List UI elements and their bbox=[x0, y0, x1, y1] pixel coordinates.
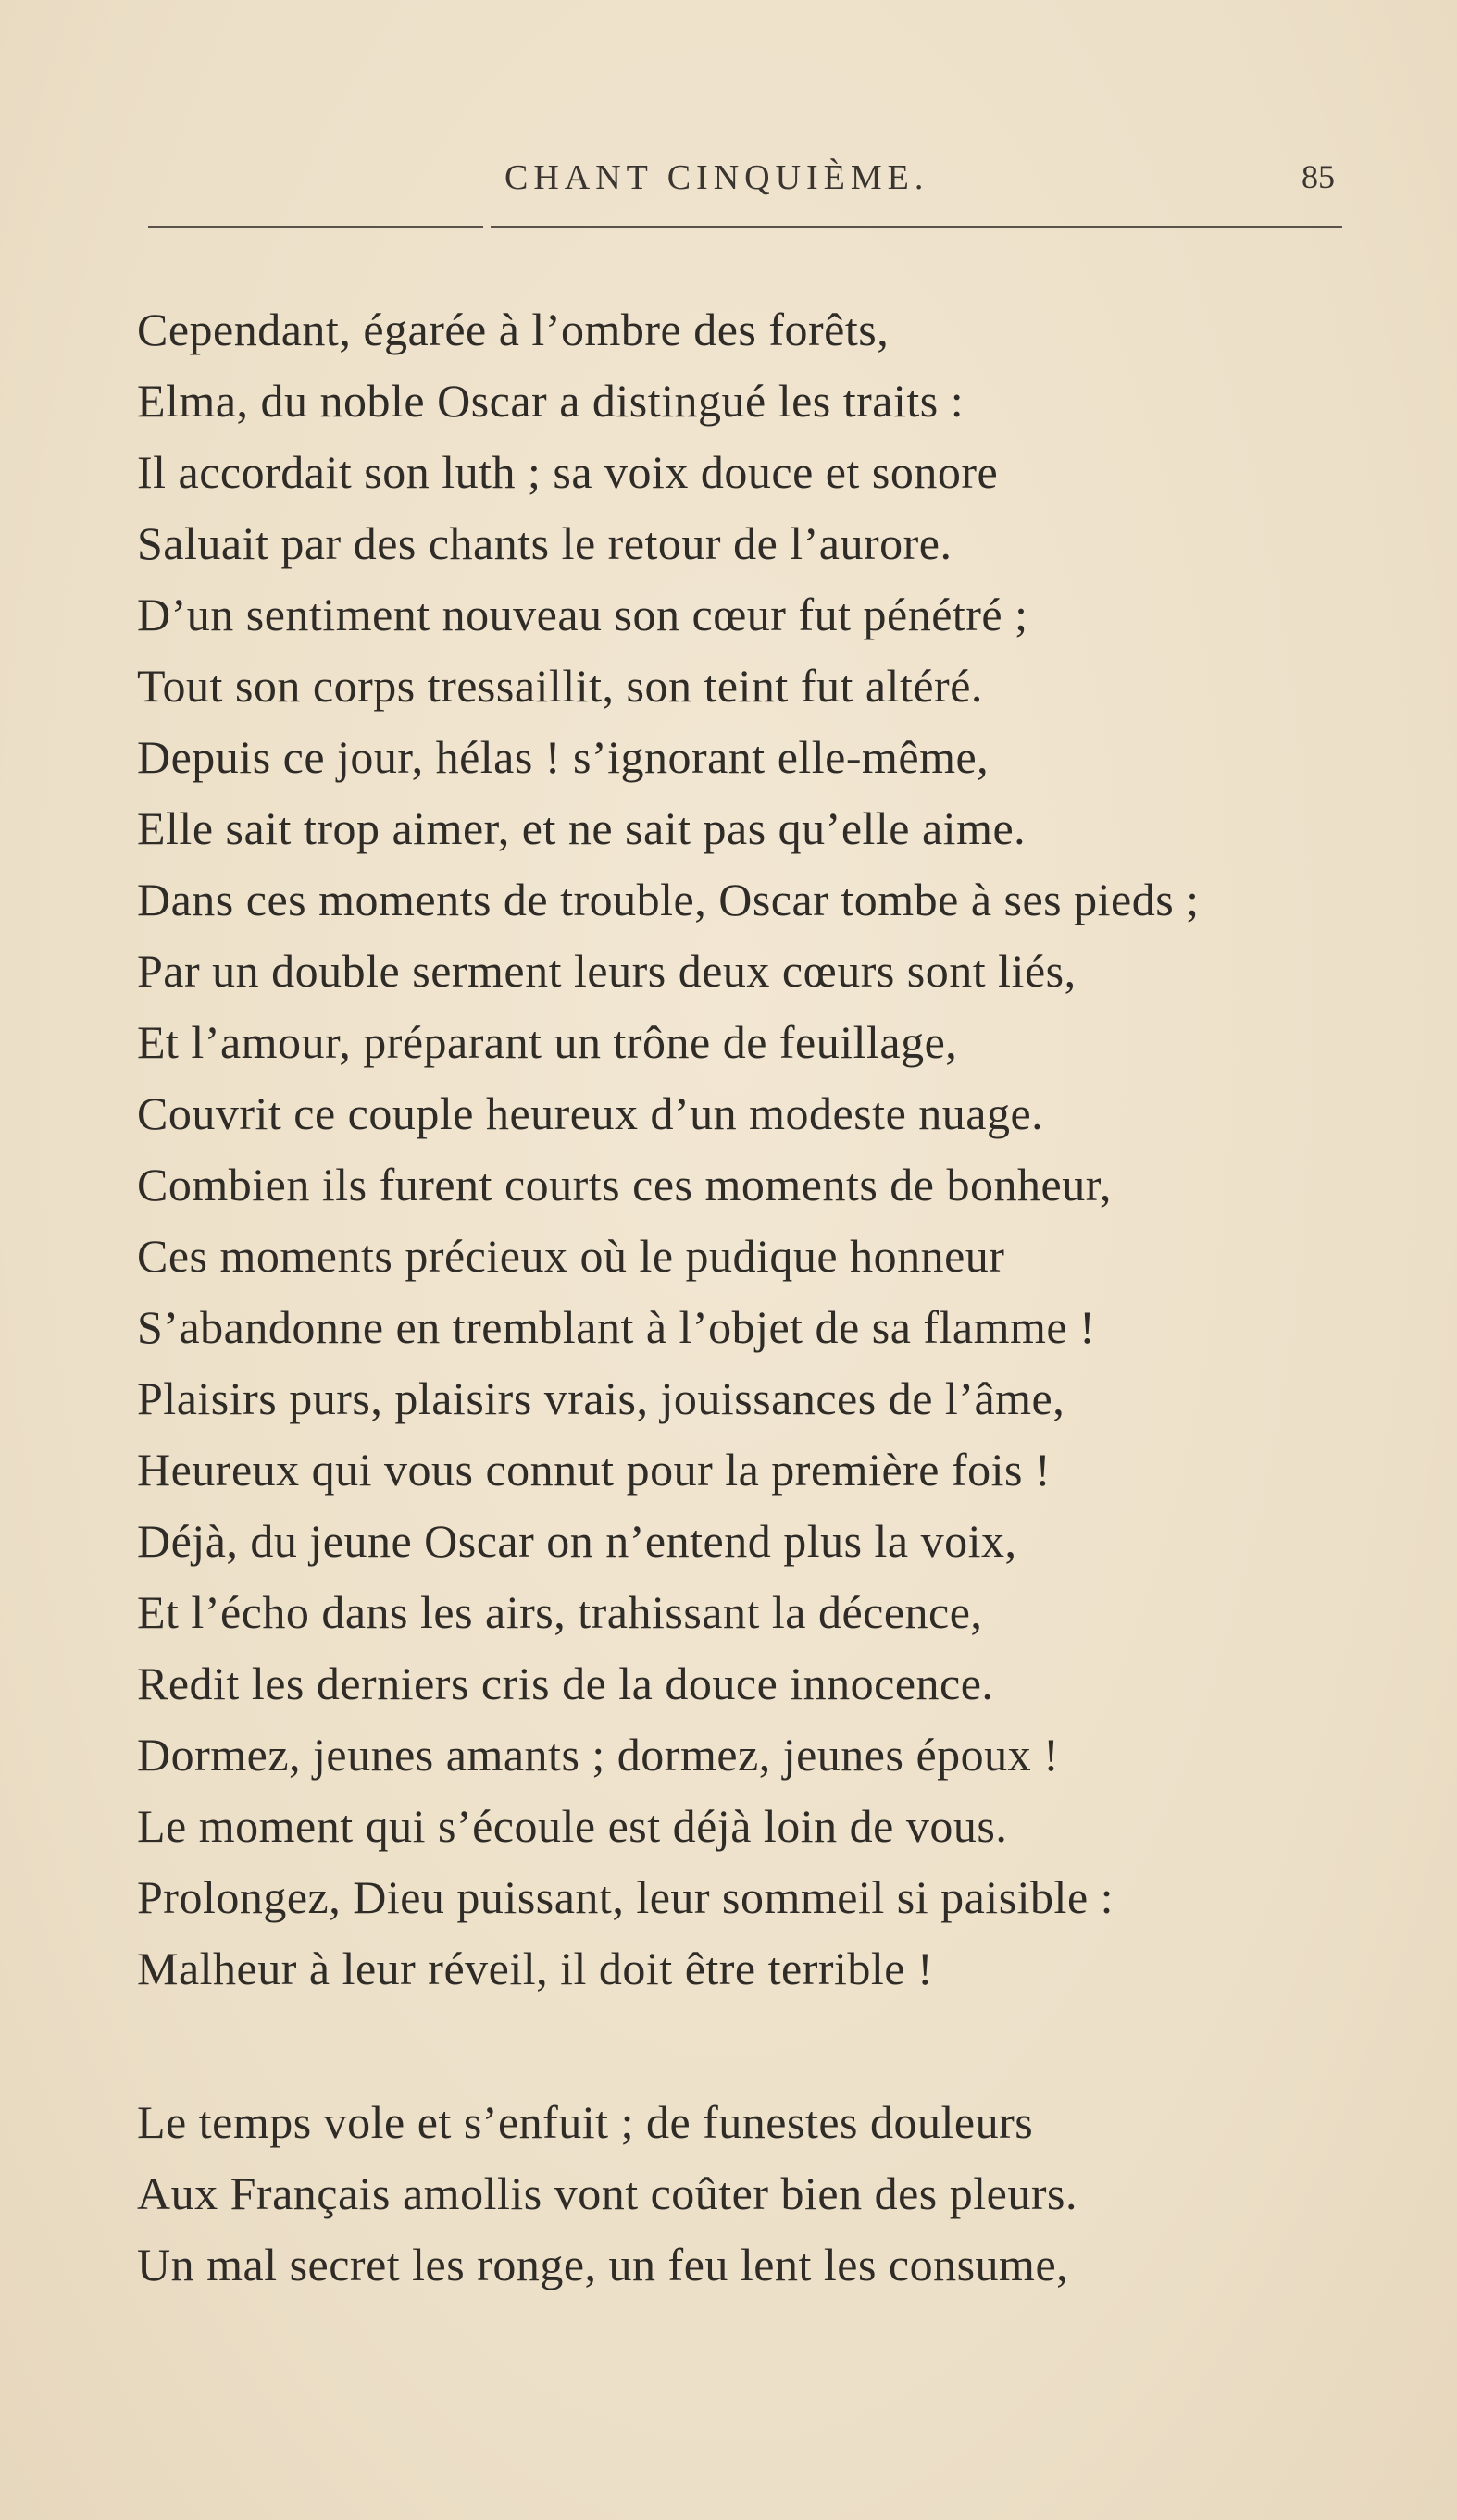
verse-line: Et l’écho dans les airs, trahissant la décence, bbox=[137, 1586, 983, 1638]
verse-line: Le temps vole et s’enfuit ; de funestes douleurs bbox=[137, 2096, 1034, 2148]
verse-line: Heureux qui vous connut pour la première fois ! bbox=[137, 1444, 1052, 1496]
verse-line: Plaisirs purs, plaisirs vrais, jouissances de l’âme, bbox=[137, 1372, 1065, 1424]
verse-line: S’abandonne en tremblant à l’objet de sa flamme ! bbox=[137, 1301, 1096, 1353]
verse-line: Malheur à leur réveil, il doit être terrible ! bbox=[137, 1943, 934, 1994]
verse-line: Dormez, jeunes amants ; dormez, jeunes époux ! bbox=[137, 1729, 1060, 1781]
stanza-2 bbox=[137, 2087, 1377, 2301]
verse-line: Prolongez, Dieu puissant, leur sommeil si paisible : bbox=[137, 1871, 1115, 1923]
verse-line: Cependant, égarée à l’ombre des forêts, bbox=[137, 304, 890, 355]
verse-line: Elle sait trop aimer, et ne sait pas qu’elle aime. bbox=[137, 802, 1027, 854]
header-rule bbox=[148, 226, 1342, 228]
verse-line: Le moment qui s’écoule est déjà loin de vous. bbox=[137, 1800, 1008, 1852]
running-title: CHANT CINQUIÈME. bbox=[504, 158, 929, 197]
verse-line: D’un sentiment nouveau son cœur fut pénétré ; bbox=[137, 589, 1028, 640]
verse-line: Aux Français amollis vont coûter bien des pleurs. bbox=[137, 2167, 1077, 2219]
verse-line: Redit les derniers cris de la douce innocence. bbox=[137, 1657, 994, 1709]
verse-line: Il accordait son luth ; sa voix douce et sonore bbox=[137, 446, 999, 498]
verse-line: Depuis ce jour, hélas ! s’ignorant elle-même, bbox=[137, 731, 990, 783]
verse-line: Par un double serment leurs deux cœurs sont liés, bbox=[137, 945, 1077, 997]
verse-line: Combien ils furent courts ces moments de bonheur, bbox=[137, 1159, 1112, 1210]
verse-line: Dans ces moments de trouble, Oscar tombe à ses pieds ; bbox=[137, 874, 1200, 925]
stanza-1 bbox=[137, 294, 1377, 2005]
verse-line: Déjà, du jeune Oscar on n’entend plus la voix, bbox=[137, 1515, 1017, 1567]
verse-line: Ces moments précieux où le pudique honneur bbox=[137, 1230, 1005, 1282]
verse-line: Et l’amour, préparant un trône de feuillage, bbox=[137, 1016, 958, 1068]
verse-line: Elma, du noble Oscar a distingué les traits : bbox=[137, 375, 965, 427]
page-header bbox=[148, 157, 1342, 213]
verse-line: Un mal secret les ronge, un feu lent les consume, bbox=[137, 2239, 1069, 2290]
page-number: 85 bbox=[1301, 158, 1335, 195]
verse-line: Couvrit ce couple heureux d’un modeste nuage. bbox=[137, 1087, 1044, 1139]
rule-gap bbox=[483, 225, 491, 229]
verse-line: Tout son corps tressaillit, son teint fut altéré. bbox=[137, 660, 983, 712]
verse-line: Saluait par des chants le retour de l’aurore. bbox=[137, 517, 953, 569]
